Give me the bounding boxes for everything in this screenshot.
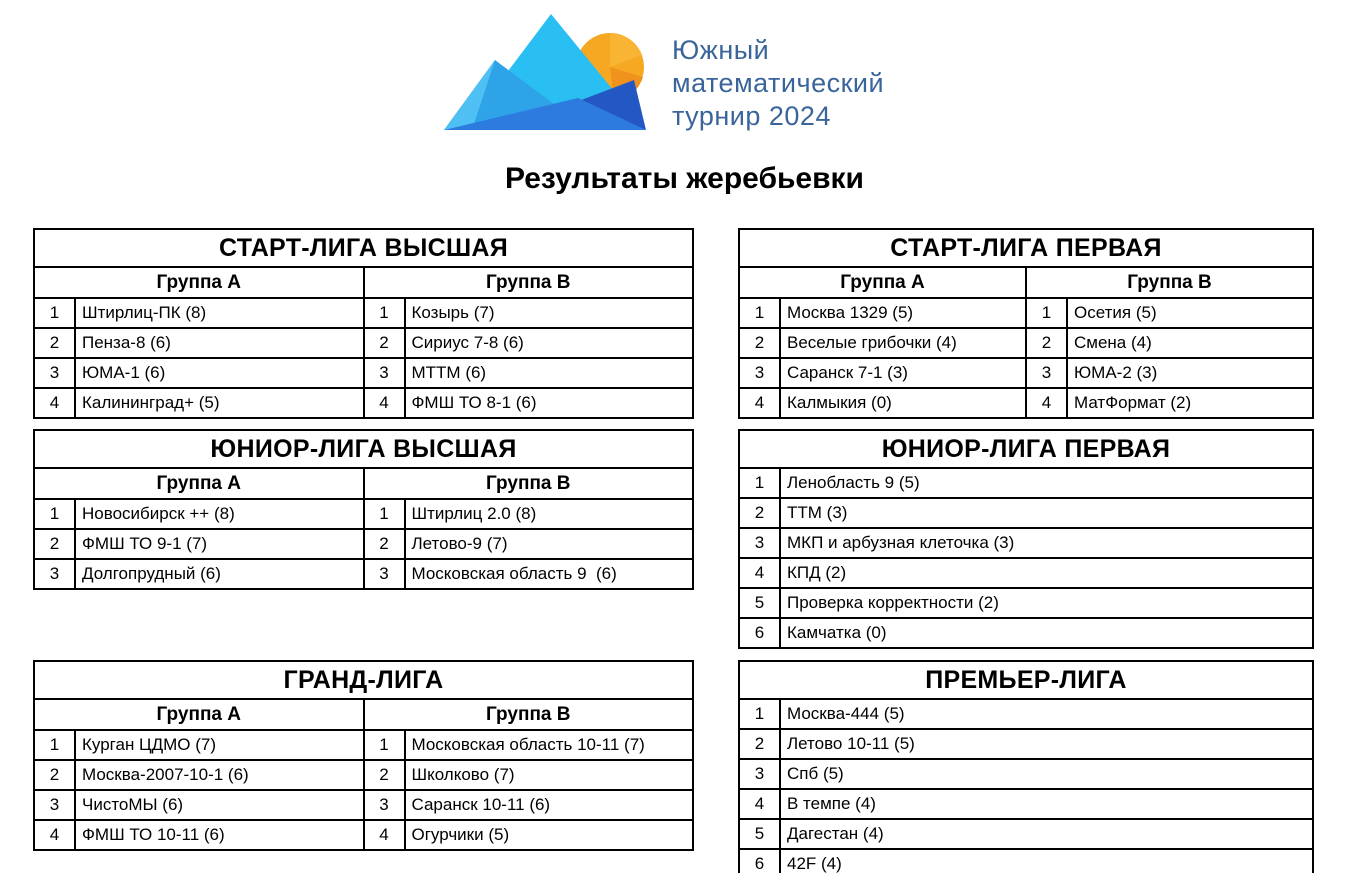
row-number: 1 (739, 468, 780, 498)
team-name: Летово 10-11 (5) (780, 729, 1313, 759)
team-name: МТТМ (6) (405, 358, 694, 388)
league-title: ПРЕМЬЕР-ЛИГА (739, 661, 1313, 699)
row-number: 4 (739, 388, 780, 418)
team-row (34, 559, 693, 589)
group-b-header: Группа В (364, 699, 694, 730)
league-title: СТАРТ-ЛИГА ВЫСШАЯ (34, 229, 693, 267)
team-row (34, 298, 693, 328)
row-number: 1 (364, 298, 405, 328)
team-row (34, 790, 693, 820)
row-number: 3 (34, 790, 75, 820)
team-row (34, 730, 693, 760)
table-junior-liga-vysshaya (33, 429, 694, 590)
team-row (739, 789, 1313, 819)
row-number: 4 (739, 789, 780, 819)
table-start-liga-vysshaya (33, 228, 694, 419)
row-number: 3 (364, 790, 405, 820)
team-name: Московская область 9 (6) (405, 559, 694, 589)
team-row (34, 358, 693, 388)
team-row (739, 588, 1313, 618)
team-row (739, 328, 1313, 358)
table-grand-liga (33, 660, 694, 851)
title-row (739, 229, 1313, 267)
league-table (33, 429, 694, 590)
team-name: ФМШ ТО 8-1 (6) (405, 388, 694, 418)
team-name: ЧистоМЫ (6) (75, 790, 364, 820)
team-name: Калининград+ (5) (75, 388, 364, 418)
row-number: 2 (364, 328, 405, 358)
table-start-liga-pervaya (738, 228, 1314, 419)
team-name: Дагестан (4) (780, 819, 1313, 849)
team-name: Спб (5) (780, 759, 1313, 789)
team-row (739, 498, 1313, 528)
row-number: 1 (1026, 298, 1067, 328)
team-name: Штирлиц-ПК (8) (75, 298, 364, 328)
title-row (34, 229, 693, 267)
team-name: Проверка корректности (2) (780, 588, 1313, 618)
row-number: 2 (739, 328, 780, 358)
team-name: Москва-2007-10-1 (6) (75, 760, 364, 790)
team-name: В темпе (4) (780, 789, 1313, 819)
group-a-header: Группа А (34, 267, 364, 298)
page-title: Результаты жеребьевки (504, 162, 865, 195)
row-number: 2 (34, 328, 75, 358)
row-number: 1 (34, 499, 75, 529)
group-header-row (739, 267, 1313, 298)
team-row (739, 849, 1313, 873)
group-b-header: Группа В (364, 468, 694, 499)
row-number: 1 (34, 730, 75, 760)
team-row (739, 699, 1313, 729)
team-name: 42F (4) (780, 849, 1313, 873)
team-name: КПД (2) (780, 558, 1313, 588)
row-number: 2 (34, 529, 75, 559)
team-name: Москва-444 (5) (780, 699, 1313, 729)
row-number: 6 (739, 618, 780, 648)
group-a-header: Группа А (739, 267, 1026, 298)
team-row (34, 328, 693, 358)
logo-line-3: турнир 2024 (672, 101, 831, 131)
group-header-row (34, 699, 693, 730)
team-name: Саранск 10-11 (6) (405, 790, 694, 820)
team-name: Камчатка (0) (780, 618, 1313, 648)
row-number: 3 (739, 528, 780, 558)
row-number: 3 (739, 358, 780, 388)
team-name: Долгопрудный (6) (75, 559, 364, 589)
group-b-header: Группа В (364, 267, 694, 298)
row-number: 4 (1026, 388, 1067, 418)
row-number: 4 (34, 388, 75, 418)
league-title: СТАРТ-ЛИГА ПЕРВАЯ (739, 229, 1313, 267)
team-row (739, 759, 1313, 789)
row-number: 3 (364, 559, 405, 589)
team-row (34, 820, 693, 850)
row-number: 4 (739, 558, 780, 588)
group-header-row (34, 267, 693, 298)
team-name: Саранск 7-1 (3) (780, 358, 1026, 388)
team-row (739, 468, 1313, 498)
row-number: 2 (739, 729, 780, 759)
mountains-sun-icon (438, 12, 660, 142)
team-name: Московская область 10-11 (7) (405, 730, 694, 760)
team-name: Калмыкия (0) (780, 388, 1026, 418)
team-row (34, 388, 693, 418)
table-junior-liga-pervaya (738, 429, 1314, 649)
group-a-header: Группа А (34, 468, 364, 499)
row-number: 4 (364, 388, 405, 418)
team-row (739, 729, 1313, 759)
row-number: 3 (34, 559, 75, 589)
team-name: Ленобласть 9 (5) (780, 468, 1313, 498)
league-table (738, 660, 1314, 873)
row-number: 4 (34, 820, 75, 850)
row-number: 3 (739, 759, 780, 789)
row-number: 2 (739, 498, 780, 528)
league-table (738, 228, 1314, 419)
row-number: 1 (34, 298, 75, 328)
title-row (739, 661, 1313, 699)
team-name: Москва 1329 (5) (780, 298, 1026, 328)
team-name: Новосибирск ++ (8) (75, 499, 364, 529)
team-name: ЮМА-1 (6) (75, 358, 364, 388)
row-number: 2 (1026, 328, 1067, 358)
team-name: ТТМ (3) (780, 498, 1313, 528)
group-a-header: Группа А (34, 699, 364, 730)
title-row (34, 430, 693, 468)
table-premier-liga (738, 660, 1314, 873)
row-number: 1 (739, 298, 780, 328)
row-number: 5 (739, 819, 780, 849)
league-title: ГРАНД-ЛИГА (34, 661, 693, 699)
team-row (34, 760, 693, 790)
league-table (33, 228, 694, 419)
team-row (739, 618, 1313, 648)
logo-text (672, 34, 884, 133)
row-number: 2 (364, 760, 405, 790)
team-name: ФМШ ТО 10-11 (6) (75, 820, 364, 850)
team-name: Школково (7) (405, 760, 694, 790)
row-number: 3 (364, 358, 405, 388)
group-header-row (34, 468, 693, 499)
team-row (739, 388, 1313, 418)
tournament-logo (438, 12, 884, 142)
row-number: 3 (34, 358, 75, 388)
team-name: ЮМА-2 (3) (1067, 358, 1313, 388)
team-row (739, 819, 1313, 849)
team-name: МатФормат (2) (1067, 388, 1313, 418)
title-row (739, 430, 1313, 468)
row-number: 6 (739, 849, 780, 873)
team-name: Пенза-8 (6) (75, 328, 364, 358)
team-name: Веселые грибочки (4) (780, 328, 1026, 358)
team-name: Сириус 7-8 (6) (405, 328, 694, 358)
team-name: Штирлиц 2.0 (8) (405, 499, 694, 529)
row-number: 1 (739, 699, 780, 729)
league-table (33, 660, 694, 851)
team-name: МКП и арбузная клеточка (3) (780, 528, 1313, 558)
team-name: Огурчики (5) (405, 820, 694, 850)
row-number: 1 (364, 730, 405, 760)
logo-line-2: математический (672, 68, 885, 98)
team-row (34, 529, 693, 559)
league-title: ЮНИОР-ЛИГА ПЕРВАЯ (739, 430, 1313, 468)
team-name: Курган ЦДМО (7) (75, 730, 364, 760)
row-number: 2 (364, 529, 405, 559)
team-row (739, 558, 1313, 588)
row-number: 5 (739, 588, 780, 618)
team-row (739, 358, 1313, 388)
row-number: 1 (364, 499, 405, 529)
row-number: 2 (34, 760, 75, 790)
team-row (739, 298, 1313, 328)
row-number: 4 (364, 820, 405, 850)
team-row (34, 499, 693, 529)
league-table (738, 429, 1314, 649)
team-name: Смена (4) (1067, 328, 1313, 358)
group-b-header: Группа В (1026, 267, 1313, 298)
row-number: 3 (1026, 358, 1067, 388)
team-name: ФМШ ТО 9-1 (7) (75, 529, 364, 559)
logo-line-1: Южный (672, 35, 770, 65)
title-row (34, 661, 693, 699)
league-title: ЮНИОР-ЛИГА ВЫСШАЯ (34, 430, 693, 468)
team-name: Летово-9 (7) (405, 529, 694, 559)
team-name: Осетия (5) (1067, 298, 1313, 328)
team-name: Козырь (7) (405, 298, 694, 328)
team-row (739, 528, 1313, 558)
